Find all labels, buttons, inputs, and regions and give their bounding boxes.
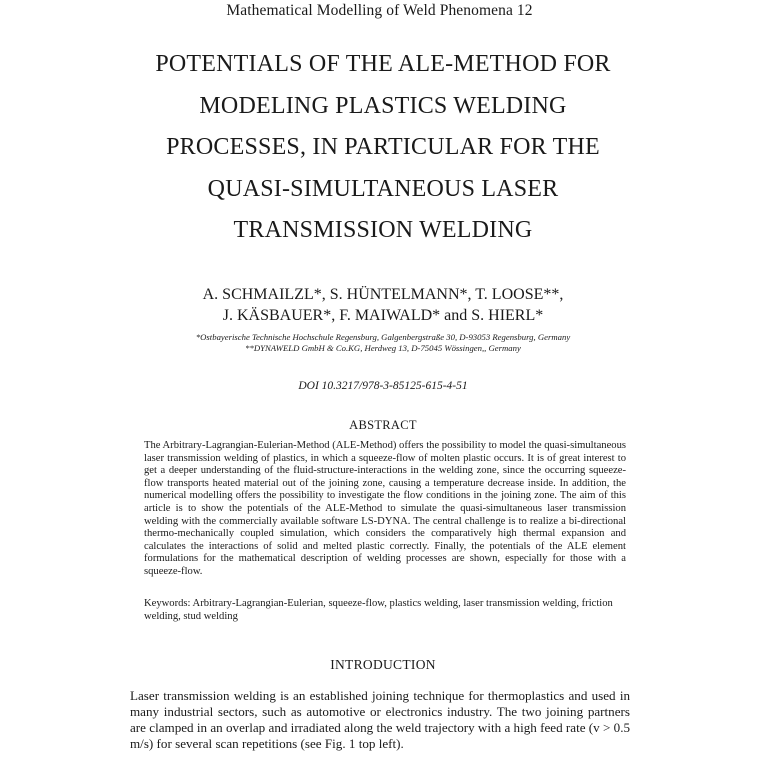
paper-title — [60, 44, 706, 252]
running-head: Mathematical Modelling of Weld Phenomena 12 — [226, 2, 533, 19]
abstract-text: The Arbitrary-Lagrangian-Eulerian-Method (ALE-Method) offers the possibility to model the quasi-simultaneous laser transmission welding of plastics, in which a squeeze-flow of molten plastic occurs. It is of great interest to get a deeper understanding of the fluid-structure-interactions in the welding zone, since the occurring squeeze-flow transports heated material out of the joining zone, causing a temperature decrease inside. In addition, the numerical modelling offers the possibility to investigate the flow conditions in the joining zone. The aim of this article is to show the potentials of the ALE-Method to simulate the quasi-simultaneous laser transmission welding with the commercially available software LS-DYNA. The central challenge is to realize a bi-directional thermo-mechanically coupled simulation, which considers the comparatively high thermal expansion and calculates the interactions of solid and melted plastic correctly. Finally, the potentials of the ALE element formulations for the mathematical description of welding processes are shown, especially for those with a squeeze-flow. — [144, 440, 626, 577]
author-line: A. SCHMAILZL*, S. HÜNTELMANN*, T. LOOSE**, — [202, 286, 564, 303]
title-line: PROCESSES, IN PARTICULAR FOR THE — [166, 134, 600, 160]
author-line: J. KÄSBAUER*, F. MAIWALD* and S. HIERL* — [222, 307, 544, 324]
author-list — [60, 284, 706, 326]
title-line: MODELING PLASTICS WELDING — [199, 92, 567, 119]
keywords: Keywords: Arbitrary-Lagrangian-Eulerian, squeeze-flow, plastics welding, laser transmission welding, friction welding, stud welding — [144, 598, 613, 622]
affiliation-line: *Ostbayerische Technische Hochschule Regensburg, Galgenbergstraße 30, D-93053 Regensburg, Germany — [195, 332, 571, 342]
introduction-heading: INTRODUCTION — [330, 657, 436, 672]
affiliation-line: **DYNAWELD GmbH & Co.KG, Herdweg 13, D-75045 Wössingen,, Germany — [245, 343, 521, 353]
abstract-heading: ABSTRACT — [349, 418, 417, 432]
title-line: QUASI-SIMULTANEOUS LASER — [207, 175, 559, 202]
title-line: TRANSMISSION WELDING — [233, 217, 533, 243]
affiliations — [60, 332, 706, 354]
introduction-text: Laser transmission welding is an established joining technique for thermoplastics and used in many industrial sectors, such as automotive or electronics industry. The two joining partners are clamped in an overlap and irradiated along the weld trajectory with a high feed rate (v > 0.5 m/s) for several scan repetitions (see Fig. 1 top left). — [130, 688, 631, 751]
doi: DOI 10.3217/978-3-85125-615-4-51 — [298, 380, 468, 392]
title-line: POTENTIALS OF THE ALE-METHOD FOR — [155, 51, 611, 77]
